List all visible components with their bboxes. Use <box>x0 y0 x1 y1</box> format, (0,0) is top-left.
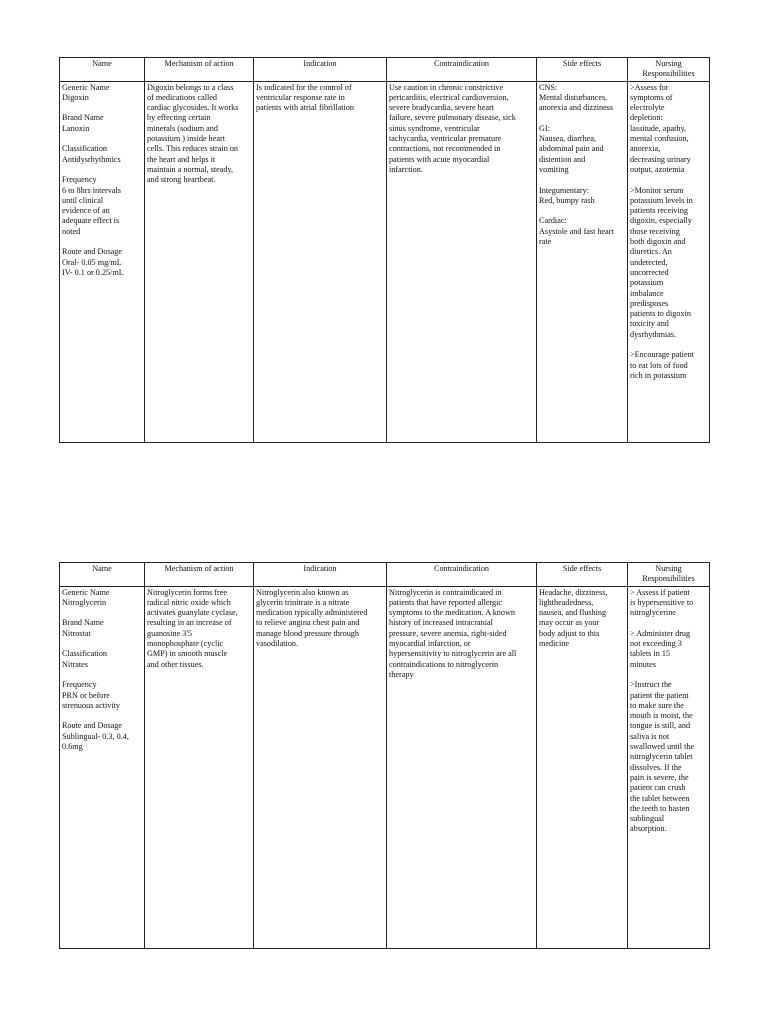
header-contraindication: Contraindication <box>387 563 537 587</box>
cell-text-line: PRN or before <box>62 690 110 700</box>
cell-text-line: Asystole and fast heart <box>539 226 614 236</box>
cell-text-line: manage blood pressure through <box>256 628 359 638</box>
cell-text-line: medication typically administered <box>256 608 368 618</box>
header-contraindication: Contraindication <box>387 58 537 82</box>
cell-text-line: vomiting <box>539 164 569 174</box>
cell-text-line: IV- 0.1 or 0.25/mL <box>62 267 124 277</box>
cell-text-line: pain is severe, the <box>630 772 689 782</box>
cell-text-line: Headache, dizziness, <box>539 587 608 597</box>
blank-line <box>630 340 707 350</box>
cell-text-line: guanosine 3'5 <box>147 628 192 638</box>
cell-text-line: myocardial infarction, or <box>389 639 471 649</box>
cell-text-line: Brand Name <box>62 618 104 628</box>
cell-text-line: glycerin trinitrate is a nitrate <box>256 597 350 607</box>
cell-text-line: patients with acute myocardial <box>389 154 490 164</box>
cell-text-line: nausea, and flushing <box>539 608 607 618</box>
cell-text-line: the heart and helps it <box>147 154 216 164</box>
cell-text-line: maintain a normal, steady, <box>147 164 234 174</box>
cell-text-line: of medications called <box>147 92 218 102</box>
cell-text-line: Lanoxin <box>62 123 90 133</box>
table-header-row <box>60 563 710 587</box>
cell-text-line: patient the patient <box>630 690 689 700</box>
cell-text-line: rich in potassium <box>630 370 687 380</box>
cell-text-line: and strong heartbeat. <box>147 175 216 185</box>
cell-text-line: body adjust to this <box>539 628 600 638</box>
cell-text-line: patient can crush <box>630 783 686 793</box>
header-side-effects: Side effects <box>537 58 628 82</box>
table-header-row <box>60 58 710 82</box>
cell-text-line: depletion: <box>630 113 663 123</box>
side-effects-cell <box>537 81 628 442</box>
blank-line <box>62 639 142 649</box>
cell-text-line: not exceeding 3 <box>630 639 682 649</box>
header-mechanism: Mechanism of action <box>145 563 254 587</box>
cell-text-line: both digoxin and <box>630 237 686 247</box>
cell-text-line: noted <box>62 226 81 236</box>
blank-line <box>62 165 142 175</box>
cell-text-line: distention and <box>539 154 586 164</box>
cell-text-line: minerals (sodium and <box>147 123 218 133</box>
cell-text-line: Nausea, diarrhea, <box>539 134 597 144</box>
cell-text-line: cells. This reduces strain on <box>147 144 239 154</box>
cell-text-line: tablets in 15 <box>630 649 671 659</box>
cell-text-line: contractions, not recommended in <box>389 144 501 154</box>
cell-text-line: until clinical <box>62 195 104 205</box>
cell-text-line: >Monitor serum <box>630 185 684 195</box>
cell-text-line: pressure, severe anemia, right-sided <box>389 628 507 638</box>
cell-text-line: electrolyte <box>630 103 665 113</box>
cell-text-line: Brand Name <box>62 113 104 123</box>
blank-line <box>539 113 625 123</box>
blank-line <box>62 103 142 113</box>
blank-line <box>62 711 142 721</box>
cell-text-line: swallowed until the <box>630 742 695 752</box>
cell-text-line: Generic Name <box>62 82 110 92</box>
cell-text-line: monophosphate (cyclic <box>147 639 224 649</box>
cell-text-line: nitroglycerin tablet <box>630 752 693 762</box>
cell-text-line: potassium ) inside heart <box>147 134 225 144</box>
cell-text-line: nitroglycerine <box>630 608 676 618</box>
cell-text-line: GI: <box>539 123 550 133</box>
cell-text-line: Integumentary: <box>539 185 590 195</box>
nursing-responsibilities-cell <box>628 586 710 948</box>
cell-text-line: Nitrates <box>62 659 88 669</box>
cell-text-line: undetected, <box>630 257 668 267</box>
cell-text-line: Oral- 0.05 mg/mL <box>62 257 122 267</box>
cell-text-line: by effecting certain <box>147 113 211 123</box>
cell-text-line: anorexia, <box>630 144 661 154</box>
cell-text-line: adequate effect is <box>62 216 120 226</box>
cell-text-line: sinus syndrome, ventricular <box>389 123 480 133</box>
cell-text-line: >Encourage patient <box>630 350 694 360</box>
nitroglycerin-drug-table <box>59 562 710 949</box>
cell-text-line: CNS: <box>539 82 558 92</box>
cell-text-line: > Assess if patient <box>630 587 690 597</box>
cell-text-line: imbalance <box>630 288 664 298</box>
cell-text-line: Red, bumpy rash <box>539 195 595 205</box>
cell-text-line: lassitude, apathy, <box>630 123 687 133</box>
blank-line <box>630 618 707 628</box>
cell-text-line: abdominal pain and <box>539 144 604 154</box>
cell-text-line: dysrhythmias. <box>630 329 677 339</box>
header-nursing-responsibilities: Nursing Responsibilities <box>628 563 710 587</box>
cell-text-line: sublingual <box>630 814 665 824</box>
blank-line <box>630 175 707 185</box>
cell-text-line: lightheadedness, <box>539 597 594 607</box>
cell-text-line: resulting in an increase of <box>147 618 232 628</box>
indication-cell <box>254 586 387 948</box>
cell-text-line: rate <box>539 237 552 247</box>
digoxin-drug-table <box>59 57 710 443</box>
cell-text-line: >Instruct the <box>630 680 672 690</box>
cell-text-line: strenuous activity <box>62 700 120 710</box>
blank-line <box>539 175 625 185</box>
blank-line <box>630 670 707 680</box>
cell-text-line: Digoxin <box>62 92 89 102</box>
cell-text-line: Is indicated for the control of <box>256 82 352 92</box>
side-effects-cell <box>537 586 628 948</box>
table-row <box>60 81 710 442</box>
cell-text-line: diuretics. An <box>630 247 672 257</box>
cell-text-line: Classification <box>62 649 108 659</box>
cell-text-line: Route and Dosage <box>62 721 123 731</box>
name-cell <box>60 586 145 948</box>
blank-line <box>62 134 142 144</box>
cell-text-line: tongue is still, and <box>630 721 691 731</box>
cell-text-line: uncorrected <box>630 267 669 277</box>
header-mechanism: Mechanism of action <box>145 58 254 82</box>
cell-text-line: Antidysrhythmics <box>62 154 121 164</box>
blank-line <box>62 670 142 680</box>
cell-text-line: and other tissues. <box>147 659 204 669</box>
cell-text-line: Sublingual- 0.3, 0.4, <box>62 731 129 741</box>
cell-text-line: 0.6mg <box>62 742 83 752</box>
cell-text-line: Nitroglycerin <box>62 597 107 607</box>
cell-text-line: toxicity and <box>630 319 669 329</box>
cell-text-line: mental confusion, <box>630 134 689 144</box>
nursing-responsibilities-cell <box>628 81 710 442</box>
contraindication-cell <box>387 586 537 948</box>
cell-text-line: minutes <box>630 659 656 669</box>
cell-text-line: radical nitric oxide which <box>147 597 231 607</box>
cell-text-line: may occur as your <box>539 618 600 628</box>
cell-text-line: dissolves. If the <box>630 762 682 772</box>
header-name: Name <box>60 58 145 82</box>
cell-text-line: Frequency <box>62 175 97 185</box>
indication-cell <box>254 81 387 442</box>
cell-text-line: the tablet between <box>630 793 690 803</box>
cell-text-line: evidence of an <box>62 206 110 216</box>
cell-text-line: therapy <box>389 669 414 679</box>
cell-text-line: absorption. <box>630 824 667 834</box>
cell-text-line: potassium levels in <box>630 195 693 205</box>
cell-text-line: Classification <box>62 144 108 154</box>
cell-text-line: > Administer drug <box>630 628 691 638</box>
cell-text-line: activates guanylate cyclase, <box>147 608 238 618</box>
cell-text-line: Nitroglycerin forms free <box>147 587 228 597</box>
cell-text-line: Frequency <box>62 680 97 690</box>
cell-text-line: patients to digoxin <box>630 309 691 319</box>
cell-text-line: contraindications to nitroglycerin <box>389 659 499 669</box>
cell-text-line: those receiving <box>630 226 680 236</box>
cell-text-line: mouth is moist, the <box>630 711 693 721</box>
cell-text-line: infarction. <box>389 164 423 174</box>
cell-text-line: digoxin, especially <box>630 216 692 226</box>
cell-text-line: history of increased intracranial <box>389 618 493 628</box>
mechanism-cell <box>145 81 254 442</box>
table-row <box>60 586 710 948</box>
cell-text-line: potassium <box>630 278 664 288</box>
cell-text-line: severe bradycardia, severe heart <box>389 103 495 113</box>
header-side-effects: Side effects <box>537 563 628 587</box>
cell-text-line: tachycardia, ventricular premature <box>389 134 502 144</box>
cell-text-line: to make sure the <box>630 700 684 710</box>
cell-text-line: medicine <box>539 639 570 649</box>
cell-text-line: to eat lots of food <box>630 360 688 370</box>
cell-text-line: Digoxin belongs to a class <box>147 82 234 92</box>
header-nursing-responsibilities: Nursing Responsibilities <box>628 58 710 82</box>
cell-text-line: Use caution in chronic constrictive <box>389 82 504 92</box>
cell-text-line: hypersensitivity to nitroglycerin are all <box>389 649 517 659</box>
cell-text-line: GMP) in smooth muscle <box>147 649 228 659</box>
blank-line <box>62 608 142 618</box>
cell-text-line: cardiac glycosides. It works <box>147 103 239 113</box>
header-name: Name <box>60 563 145 587</box>
cell-text-line: to relieve angina chest pain and <box>256 618 360 628</box>
blank-line <box>539 206 625 216</box>
cell-text-line: Cardiac: <box>539 216 567 226</box>
contraindication-cell <box>387 81 537 442</box>
cell-text-line: predisposes <box>630 298 669 308</box>
cell-text-line: 6 to 8hrs intervals <box>62 185 121 195</box>
cell-text-line: Nitroglycerin also known as <box>256 587 349 597</box>
cell-text-line: symptoms to the medication. A known <box>389 608 515 618</box>
mechanism-cell <box>145 586 254 948</box>
header-indication: Indication <box>254 58 387 82</box>
cell-text-line: output, azotemia <box>630 164 685 174</box>
cell-text-line: Nitrostat <box>62 628 91 638</box>
header-indication: Indication <box>254 563 387 587</box>
cell-text-line: Mental disturbances, <box>539 92 608 102</box>
cell-text-line: is hypersensitive to <box>630 597 694 607</box>
cell-text-line: Generic Name <box>62 587 110 597</box>
cell-text-line: pericarditis, electrical cardioversion, <box>389 92 509 102</box>
cell-text-line: patients with atrial fibrillation <box>256 103 354 113</box>
cell-text-line: vasodilation. <box>256 639 299 649</box>
cell-text-line: Nitroglycerin is contraindicated in <box>389 587 502 597</box>
cell-text-line: patients receiving <box>630 206 688 216</box>
cell-text-line: decreasing urinary <box>630 154 691 164</box>
cell-text-line: saliva is not <box>630 731 670 741</box>
cell-text-line: the teeth to hasten <box>630 803 690 813</box>
cell-text-line: symptoms of <box>630 92 673 102</box>
cell-text-line: anorexia and dizziness <box>539 103 614 113</box>
cell-text-line: ventricular response rate in <box>256 92 345 102</box>
cell-text-line: failure, severe pulmonary disease, sick <box>389 113 516 123</box>
cell-text-line: Route and Dosage <box>62 247 123 257</box>
blank-line <box>62 237 142 247</box>
cell-text-line: patients that have reported allergic <box>389 597 503 607</box>
cell-text-line: >Assess for <box>630 82 669 92</box>
name-cell <box>60 81 145 442</box>
